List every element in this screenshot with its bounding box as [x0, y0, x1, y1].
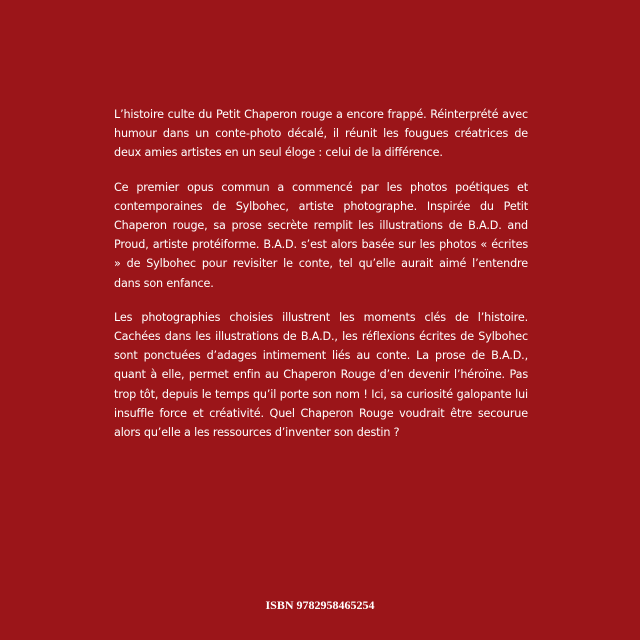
blurb-paragraph-3: Les photographies choisies illustrent les moments clés de l’histoire. Cachées dans les illustrations de B.A.D., les réflexions écrites de Sylbohec sont ponctuées d’adages intimement liés au conte. La prose de B.A.D., quant à elle, permet enfin au Chaperon Rouge d’en devenir l’héroïne. Pas trop tôt, depuis le temps qu’il porte son nom ! Ici, sa curiosité galopante lui insuffle force et créativité. Quel Chaperon Rouge voudrait être secourue alors qu’elle a les ressources d’inventer son destin ? — [114, 310, 528, 440]
isbn-label: ISBN 9782958465254 — [265, 598, 375, 612]
blurb-text — [114, 105, 528, 457]
blurb-paragraph-2: Ce premier opus commun a commencé par les photos poétiques et contemporaines de Sylbohec, artiste photographe. Inspirée du Petit Chaperon rouge, sa prose secrète remplit les illustrations de B.A.D. and Proud, artiste protéiforme. B.A.D. s’est alors basée sur les photos « écrites » de Sylbohec pour revisiter le conte, tel qu’elle aurait aimé l’entendre dans son enfance. — [114, 180, 528, 290]
blurb-paragraph-1: L’histoire culte du Petit Chaperon rouge a encore frappé. Réinterprété avec humour dans un conte-photo décalé, il réunit les fougues créatrices de deux amies artistes en un seul éloge : celui de la différence. — [114, 108, 528, 160]
